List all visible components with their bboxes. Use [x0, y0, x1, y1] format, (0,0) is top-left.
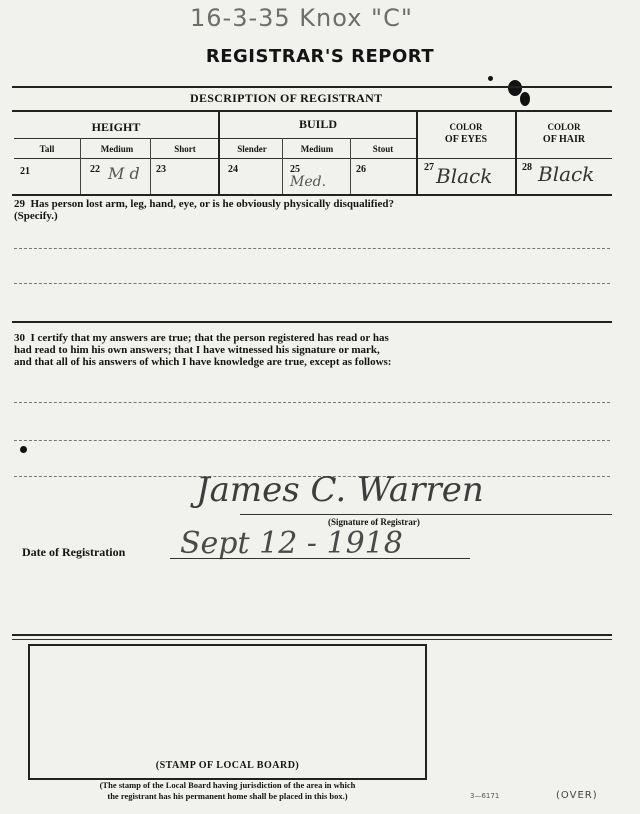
ink-blot	[20, 446, 27, 453]
field-number-28: 28	[522, 162, 532, 173]
stamp-box-note	[28, 780, 427, 802]
height-tall-label: Tall	[39, 144, 55, 154]
ink-blot	[488, 76, 493, 81]
question-29	[14, 198, 614, 222]
date-of-registration-entry: Sept 12 - 1918	[180, 526, 403, 561]
height-label: HEIGHT	[91, 120, 141, 134]
rule	[12, 634, 612, 636]
stamp-box-note-line2: the registrant has his permanent home shall be placed in this box.)	[107, 791, 348, 801]
ink-blot	[520, 92, 530, 106]
page-title: REGISTRAR'S REPORT	[205, 46, 435, 67]
eyes-label-2: OF EYES	[444, 134, 488, 145]
rule	[14, 138, 418, 139]
date-line	[170, 558, 470, 559]
rule	[14, 158, 612, 159]
form-number: 3—6171	[470, 792, 500, 800]
answer-line	[14, 440, 610, 441]
rule	[515, 110, 517, 194]
stamp-box-note-line1: (The stamp of the Local Board having jurisdiction of the area in which	[99, 780, 356, 790]
over-label: (OVER)	[556, 790, 598, 801]
field-number-23: 23	[156, 164, 166, 175]
build-label: BUILD	[298, 117, 337, 131]
ink-blot	[508, 80, 522, 96]
hair-color-entry: Black	[538, 162, 595, 186]
question-30-line2: had read to him his own answers; that I have witnessed his signature or mark,	[14, 344, 380, 356]
height-short-label: Short	[174, 144, 196, 154]
field-number-21: 21	[20, 166, 30, 177]
question-29-text: Has person lost arm, leg, hand, eye, or is he obviously physically disqualified?	[30, 198, 394, 210]
serial-stamp: 16-3-35 Knox "C"	[190, 4, 413, 32]
question-30-number: 30	[14, 332, 25, 344]
field-number-26: 26	[356, 164, 366, 175]
question-30	[14, 332, 614, 368]
rule	[350, 138, 351, 194]
eye-color-entry: Black	[436, 164, 493, 188]
answer-line	[14, 402, 610, 403]
rule	[12, 86, 612, 88]
field-number-22: 22	[90, 164, 100, 175]
question-29-number: 29	[14, 198, 25, 210]
rule	[416, 110, 418, 194]
rule	[282, 138, 283, 194]
signature-caption: (Signature of Registrar)	[328, 517, 420, 527]
stamp-box-label: (STAMP OF LOCAL BOARD)	[155, 760, 300, 771]
rule	[150, 138, 151, 194]
build-stout-label: Stout	[372, 144, 394, 154]
question-30-line3: and that all of his answers of which I have knowledge are true, except as follows:	[14, 356, 392, 368]
rule	[12, 110, 612, 112]
question-30-line1: I certify that my answers are true; that the person registered has read or has	[30, 332, 389, 344]
field-number-25: 25	[290, 164, 300, 175]
height-entry: M d	[108, 164, 140, 183]
build-slender-label: Slender	[237, 144, 267, 154]
rule	[218, 110, 220, 194]
answer-line	[14, 283, 610, 284]
hair-label-2: OF HAIR	[542, 134, 586, 145]
date-of-registration-label: Date of Registration	[22, 545, 126, 559]
answer-line	[14, 248, 610, 249]
registrar-signature: James C. Warren	[196, 470, 484, 510]
field-number-27: 27	[424, 162, 434, 173]
eyes-label-1: COLOR	[449, 122, 483, 132]
rule	[12, 194, 612, 196]
description-heading: DESCRIPTION OF REGISTRANT	[190, 91, 383, 105]
height-medium-label: Medium	[100, 144, 134, 154]
build-entry: Med.	[290, 174, 327, 190]
hair-label-1: COLOR	[547, 122, 581, 132]
question-29-specify: (Specify.)	[14, 210, 58, 222]
signature-line	[240, 514, 612, 515]
field-number-24: 24	[228, 164, 238, 175]
rule	[12, 639, 612, 640]
build-medium-label: Medium	[300, 144, 334, 154]
rule	[12, 321, 612, 323]
rule	[80, 138, 81, 194]
